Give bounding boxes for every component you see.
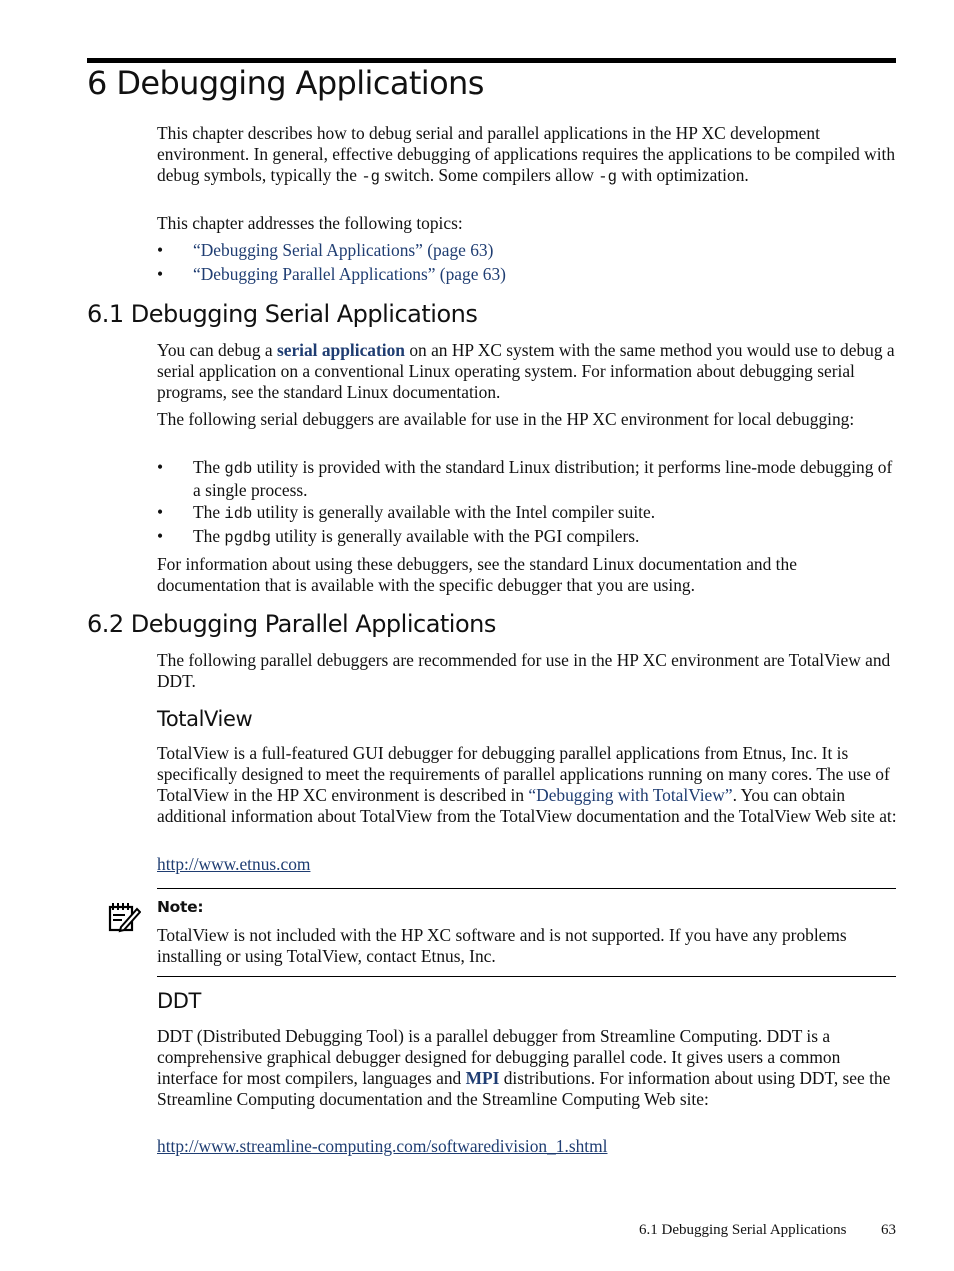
ddt-paragraph: DDT (Distributed Debugging Tool) is a parallel debugger from Streamline Computing. DDT is a comprehensive graphical debugger designed for debugging parallel code. It gives users a common interface for most compilers, languages and MPI distributions. For information about using DDT, see the Streamline Computing documentation and the Streamline Computing Web site: [157, 1026, 891, 1109]
note-label: Note: [157, 898, 204, 916]
ddt-url-line [157, 1136, 899, 1157]
chapter-top-rule [87, 58, 896, 63]
totalview-url-link[interactable]: http://www.etnus.com [157, 854, 311, 874]
totalview-paragraph: TotalView is a full-featured GUI debugger for debugging parallel applications from Etnus, Inc. It is specifically designed to meet the requirements of parallel applications running on many cores. The use of TotalView in the HP XC environment is described in “Debugging with TotalView”. You can obtain additional information about TotalView from the TotalView documentation and the TotalView Web site at: [157, 743, 897, 826]
section-heading-parallel: 6.2 Debugging Parallel Applications [87, 610, 496, 638]
section-heading-serial: 6.1 Debugging Serial Applications [87, 300, 478, 328]
footer-section-title: 6.1 Debugging Serial Applications [639, 1222, 847, 1238]
totalview-url-line [157, 854, 899, 875]
subsection-heading-ddt: DDT [157, 989, 201, 1013]
totalview-xref-link[interactable]: “Debugging with TotalView” [528, 785, 733, 805]
serial-paragraph-1: You can debug a serial application on an HP XC system with the same method you would use to debug a serial application on a conventional Linux operating system. For information about debugging serial programs, see the standard Linux documentation. [157, 340, 895, 402]
ddt-url-link[interactable]: http://www.streamline-computing.com/softwaredivision_1.shtml [157, 1136, 608, 1156]
chapter-title: 6 Debugging Applications [87, 64, 484, 102]
note-top-rule [157, 888, 896, 889]
intro-topics-lead: This chapter addresses the following topics: [157, 213, 463, 233]
glossary-link-mpi[interactable]: MPI [465, 1068, 500, 1088]
topic-link-parallel[interactable]: “Debugging Parallel Applications” (page 63) [193, 264, 506, 284]
serial-paragraph-2: The following serial debuggers are available for use in the HP XC environment for local debugging: [157, 409, 855, 429]
topic-link-serial[interactable]: “Debugging Serial Applications” (page 63) [193, 240, 494, 260]
note-text: TotalView is not included with the HP XC software and is not supported. If you have any problems installing or using TotalView, contact Etnus, Inc. [157, 925, 847, 966]
intro-paragraph: This chapter describes how to debug serial and parallel applications in the HP XC development environment. In general, effective debugging of applications requires the applications to be compiled with debug symbols, typically the -g switch. Some compilers allow -g with optimization. [157, 123, 896, 186]
footer-page-number: 63 [881, 1222, 896, 1238]
subsection-heading-totalview: TotalView [157, 707, 253, 731]
serial-paragraph-3: For information about using these debuggers, see the standard Linux documentation and the documentation that is available with the specific debugger that you are using. [157, 554, 797, 595]
note-bottom-rule [157, 976, 896, 977]
parallel-paragraph-1: The following parallel debuggers are recommended for use in the HP XC environment are TotalView and DDT. [157, 650, 891, 691]
glossary-link-serial-application[interactable]: serial application [276, 340, 405, 360]
note-pad-icon [107, 901, 141, 933]
